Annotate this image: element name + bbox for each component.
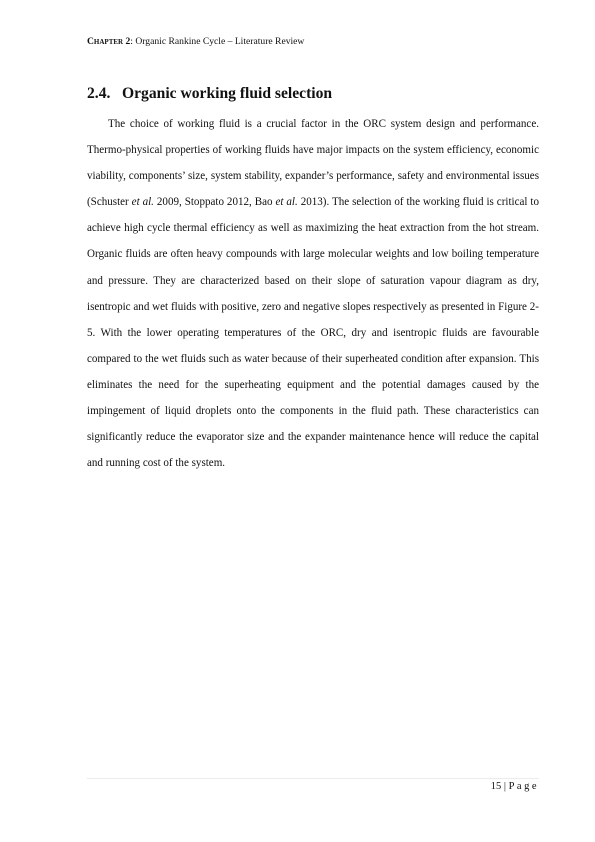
page-separator: | [503,781,506,792]
page-label: Page [508,781,539,792]
citation-et-al-2: et al. [275,196,298,209]
section-number: 2.4. [87,85,111,102]
chapter-label: Chapter 2 [87,36,131,47]
citation-et-al-1: et al. [131,196,154,209]
paragraph-text-3: 2013). The selection of the working fluid is critical to achieve high cycle thermal efficiency as well as maximizing the heat extraction from the hot stream. Organic fluids are often heavy compounds with large molecular weights and low boiling temperature and pressure. They are characterized based on their slope of saturation vapour diagram as dry, isentropic and wet fluids with positive, zero and negative slopes respectively as presented in Figure 2-5. With the lower operating temperatures of the ORC, dry and isentropic fluids are favourable compared to the wet fluids such as water because of their superheated condition after expansion. This eliminates the need for the superheating equipment and the potential damages caused by the impingement of liquid droplets onto the components in the fluid path. These characteristics can significantly reduce the evaporator size and the expander maintenance hence will reduce the capital and running cost of the system. [87,196,540,470]
page-number: 15 [490,781,502,792]
running-header [87,36,304,47]
paragraph-text-2: 2009, Stoppato 2012, Bao [153,196,276,209]
section-heading [87,85,332,103]
chapter-title: : Organic Rankine Cycle – Literature Review [130,36,305,47]
section-title: Organic working fluid selection [122,85,333,102]
footer-divider [87,778,539,779]
paragraph-text-1: The choice of working fluid is a crucial factor in the ORC system design and performance. Thermo-physical properties of working fluids have major impacts on the system efficiency, economic viability, components’ size, system stability, expander’s performance, safety and environmental issues (Schuster [87,118,539,209]
page-footer [491,781,539,792]
body-paragraph [87,111,539,476]
